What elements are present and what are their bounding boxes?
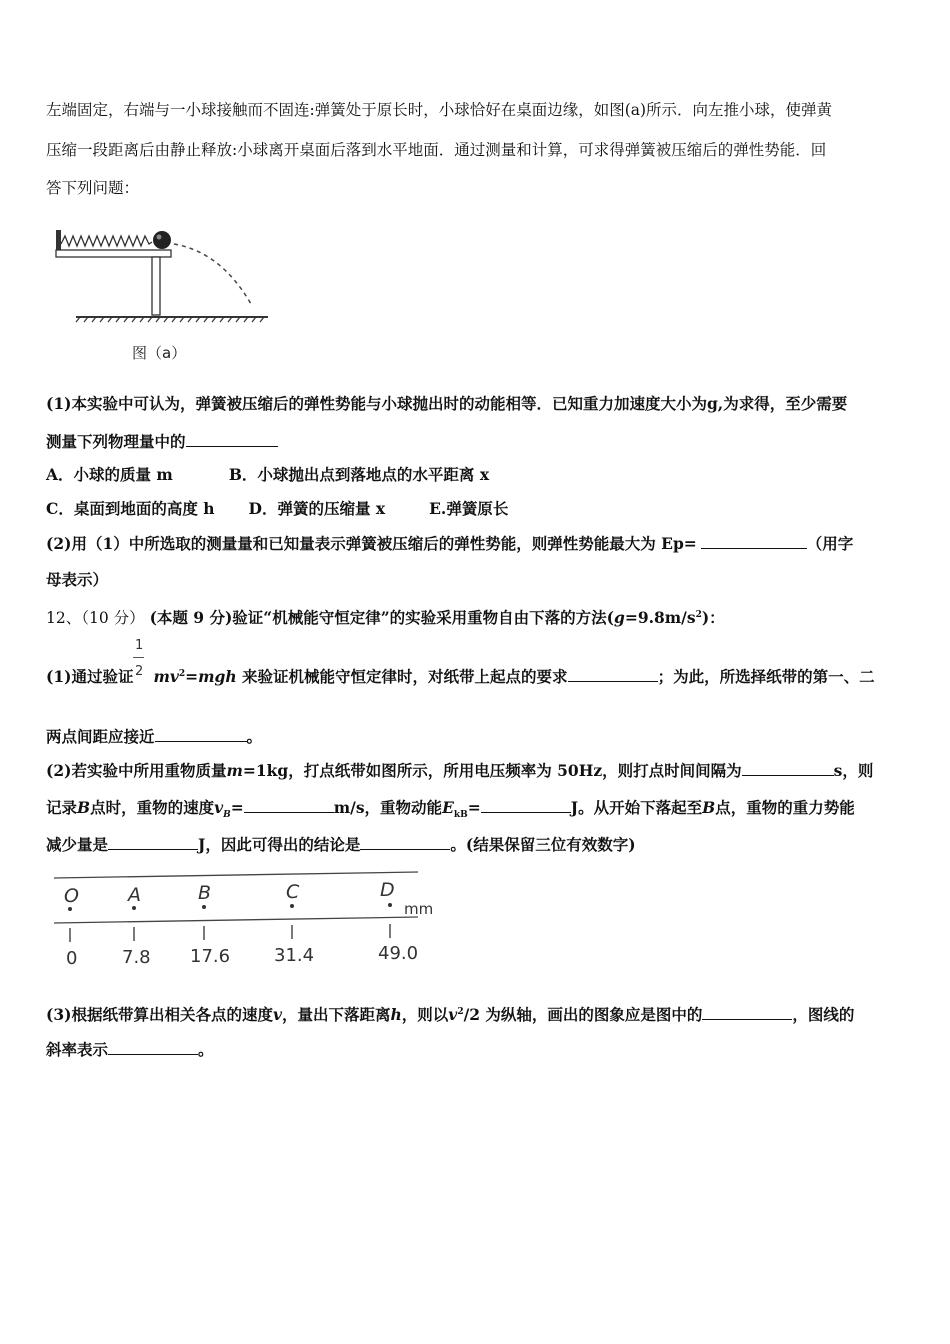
reading-b: 17.6 — [190, 946, 231, 967]
table-top — [56, 250, 171, 257]
answer-blank[interactable] — [481, 798, 571, 813]
dot-b — [202, 905, 206, 909]
fraction-numerator: 1 — [135, 638, 144, 653]
dot-d — [388, 903, 392, 907]
reading-c: 31.4 — [274, 945, 315, 966]
q11-part1-line2: 测量下列物理量中的 — [46, 432, 278, 452]
point-label-a: A — [128, 884, 141, 906]
option-a: A．小球的质量 m — [46, 465, 173, 484]
q12-part1-line2: 两点间距应接近 。 — [46, 727, 263, 746]
reading-d: 49.0 — [378, 943, 419, 964]
tape-bottom-edge — [54, 917, 418, 923]
trajectory — [174, 244, 251, 304]
reading-o: 0 — [66, 948, 78, 969]
paper-tape-figure — [46, 868, 446, 973]
answer-blank[interactable] — [108, 835, 198, 850]
q11-part2-line1: (2)用（1）中所选取的测量量和已知量表示弹簧被压缩后的弹性势能，则弹性势能最大为 Ep= （用字 — [46, 534, 854, 553]
q11-part1-line1: (1)本实验中可认为，弹簧被压缩后的弹性势能与小球抛出时的动能相等．已知重力加速度大小为g,为求得，至少需要 — [46, 394, 848, 413]
option-e: E.弹簧原长 — [429, 499, 509, 518]
point-label-o: O — [64, 885, 79, 907]
q12-part2-line1: (2)若实验中所用重物质量m=1kg，打点纸带如图所示，所用电压频率为 50Hz，则打点时间间隔为 s，则 — [46, 761, 874, 780]
dot-o — [68, 907, 72, 911]
q12-part2-line2: 记录B点时，重物的速度$v_B= m/s$，重物动能$E_{kB}= J$。从开始下落起至B点，重物的重力势能 — [46, 798, 855, 821]
q12-header: 12、（10 分） (本题 9 分)验证“机械能守恒定律”的实验采用重物自由下落的方法$(g=9.8m/s^2)$： — [46, 608, 725, 628]
spring — [61, 236, 152, 246]
tape-top-edge — [54, 872, 418, 878]
point-label-d: D — [380, 879, 395, 901]
figure-a-caption: 图（a） — [132, 344, 187, 362]
unit-label: mm — [404, 900, 434, 918]
intro-line-1: 左端固定，右端与一小球接触而不固连:弹簧处于原长时，小球恰好在桌面边缘，如图(a)所示．向左推小球，使弹黄 — [46, 101, 833, 119]
answer-blank[interactable] — [568, 667, 658, 682]
fraction-bar — [133, 657, 144, 658]
ball — [153, 231, 171, 249]
option-b: B．小球抛出点到落地点的水平距离 x — [228, 465, 490, 484]
q11-options-row1 — [46, 465, 489, 485]
q12-part3-line1: (3)根据纸带算出相关各点的速度v，量出下落距离h，则以$v^2/2$ 为纵轴，画出的图象应是图中的 ，图线的 — [46, 1005, 855, 1025]
dot-a — [132, 906, 136, 910]
point-label-b: B — [198, 882, 212, 904]
answer-blank[interactable] — [186, 432, 278, 447]
q11-part2-line2: 母表示） — [46, 570, 109, 589]
answer-blank[interactable] — [244, 798, 334, 813]
answer-blank[interactable] — [742, 761, 834, 776]
answer-blank[interactable] — [702, 1005, 792, 1020]
figure-a-spring-table — [46, 222, 276, 372]
intro-line-3: 答下列问题： — [46, 179, 140, 197]
q12-part1-line1: (1)通过验证 $mv^2=mgh$ 来验证机械能守恒定律时，对纸带上起点的要求 ；为此，所选择纸带的第一、二 — [46, 667, 875, 687]
option-d: D．弹簧的压缩量 x — [248, 499, 386, 518]
dot-c — [290, 904, 294, 908]
table-leg — [152, 257, 160, 315]
fraction-denominator: 2 — [135, 664, 144, 679]
answer-blank[interactable] — [701, 534, 807, 549]
point-label-c: C — [286, 881, 300, 903]
q12-part2-line3: 减少量是 J，因此可得出的结论是 。(结果保留三位有效数字) — [46, 835, 636, 854]
reading-a: 7.8 — [122, 947, 151, 968]
answer-blank[interactable] — [108, 1040, 198, 1055]
answer-blank[interactable] — [155, 727, 247, 742]
question-number: 12、（10 分） — [46, 609, 145, 628]
q12-part3-line2: 斜率表示 。 — [46, 1040, 214, 1059]
q11-options-row2 — [46, 499, 508, 519]
intro-line-2: 压缩一段距离后由静止释放:小球离开桌面后落到水平地面．通过测量和计算，可求得弹簧被压缩后的弹性势能．回 — [46, 141, 827, 159]
option-c: C．桌面到地面的高度 h — [46, 499, 215, 518]
answer-blank[interactable] — [360, 835, 450, 850]
